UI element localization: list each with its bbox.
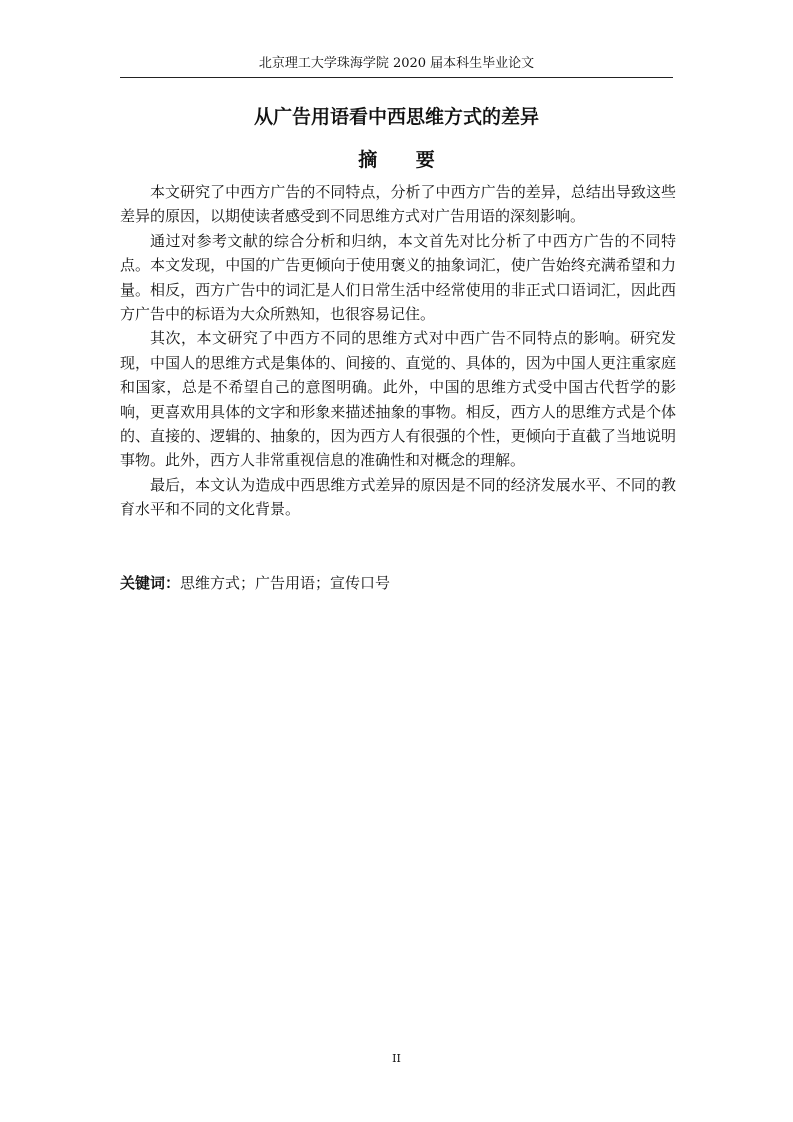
abstract-paragraph-2: 通过对参考文献的综合分析和归纳，本文首先对比分析了中西方广告的不同特点。本文发现，中国的广告更倾向于使用褒义的抽象词汇，使广告始终充满希望和力量。相反，西方广告中的词汇是人们日常生活中经常使用的非正式口语词汇，因此西方广告中的标语为大众所熟知，也很容易记住。 — [120, 231, 676, 324]
keywords-line — [120, 571, 676, 595]
abstract-paragraph-3: 其次，本文研究了中西方不同的思维方式对中西广告不同特点的影响。研究发现，中国人的思维方式是集体的、间接的、直觉的、具体的，因为中国人更注重家庭和国家，总是不希望自己的意图明确。此外，中国的思维方式受中国古代哲学的影响，更喜欢用具体的文字和形象来描述抽象的事物。相反，西方人的思维方式是个体的、直接的、逻辑的、抽象的，因为西方人有很强的个性，更倾向于直截了当地说明事物。此外，西方人非常重视信息的准确性和对概念的理解。 — [120, 329, 676, 470]
abstract-paragraph-1: 本文研究了中西方广告的不同特点，分析了中西方广告的差异，总结出导致这些差异的原因，以期使读者感受到不同思维方式对广告用语的深刻影响。 — [120, 183, 676, 226]
page-number: II — [392, 1052, 401, 1065]
keywords-value: 思维方式；广告用语；宣传口号 — [180, 574, 391, 592]
thesis-title: 从广告用语看中西思维方式的差异 — [253, 106, 539, 128]
running-header: 北京理工大学珠海学院 2020 届本科生毕业论文 — [258, 56, 535, 71]
header-rule — [120, 77, 673, 78]
abstract-body — [120, 180, 676, 522]
keywords-label: 关键词： — [120, 574, 181, 592]
abstract-heading: 摘 要 — [358, 149, 451, 171]
abstract-paragraph-4: 最后，本文认为造成中西思维方式差异的原因是不同的经济发展水平、不同的教育水平和不同的文化背景。 — [120, 475, 676, 519]
